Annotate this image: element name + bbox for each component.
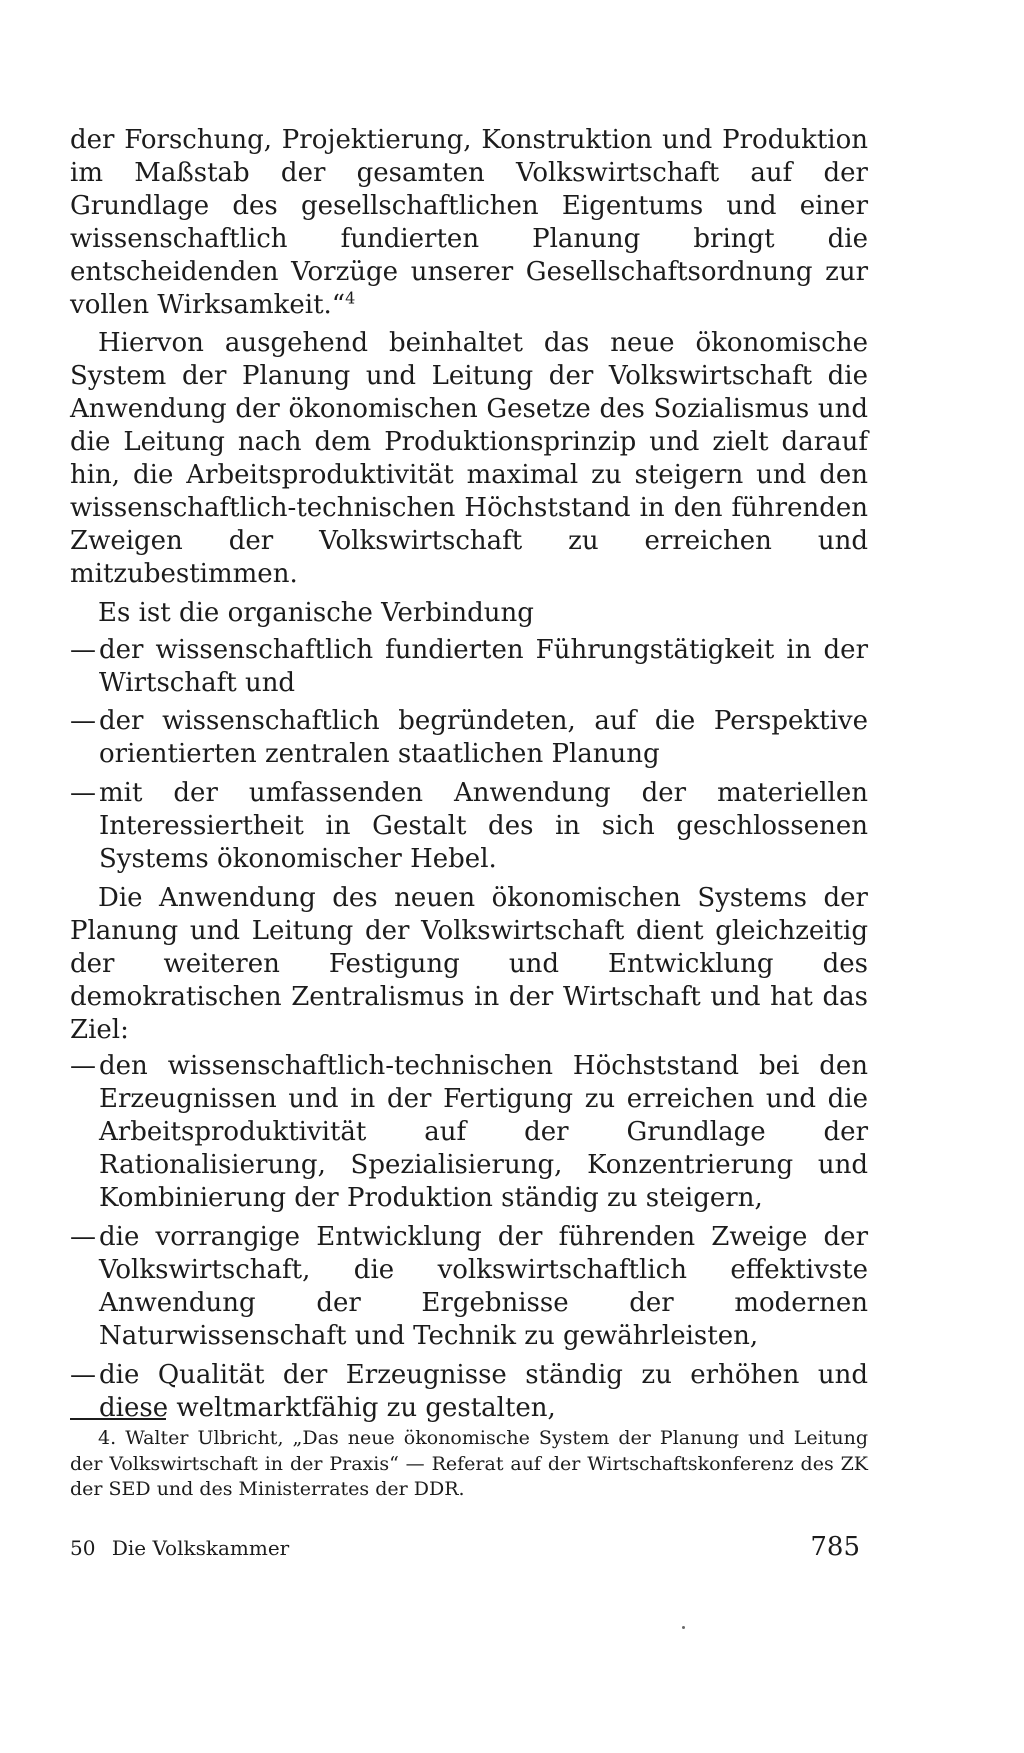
list-item-text: der wissenschaftlich fundierten Führungstätigkeit in der Wirtschaft und — [99, 634, 868, 698]
page-number: 785 — [810, 1532, 860, 1562]
paragraph-text: der Forschung, Projektierung, Konstruktion und Produktion im Maßstab der gesamten Volkswirtschaft auf der Grundlage des gesellschaftlichen Eigentums und einer wissenschaftlich fundierten Planung bringt die entscheidenden Vorzüge unserer Gesellschaftsordnung zur vollen Wirksamkeit.“ — [70, 125, 868, 320]
list-item — [70, 1359, 868, 1425]
paragraph: Es ist die organische Verbindung — [98, 597, 534, 628]
list-item-text: den wissenschaftlich-technischen Höchststand bei den Erzeugnissen und in der Fertigung zu erreichen und die Arbeitsproduktivität auf der Grundlage der Rationalisierung, Spezialisierung, Konzentrierung und Kombinierung der Produktion ständig zu steigern, — [99, 1051, 868, 1214]
paper-speck — [682, 1626, 685, 1629]
dash-marker: — — [70, 1359, 96, 1390]
paragraph-quote-continuation — [70, 124, 868, 321]
running-title: Die Volkskammer — [111, 1536, 290, 1560]
dash-marker: — — [70, 634, 96, 665]
footnote-divider — [70, 1418, 166, 1420]
list-item — [70, 777, 868, 876]
paragraph: Die Anwendung des neuen ökonomischen Systems der Planung und Leitung der Volkswirtschaft dient gleichzeitig der weiteren Festigung und Entwicklung des demokratischen Zentralismus in der Wirtschaft und hat das Ziel: — [70, 882, 868, 1045]
dash-list-goals — [70, 1050, 868, 1424]
main-text — [70, 124, 868, 1424]
dash-list-connection — [70, 634, 868, 876]
paragraph: Hiervon ausgehend beinhaltet das neue ökonomische System der Planung und Leitung der Volkswirtschaft die Anwendung der ökonomischen Gesetze des Sozialismus und die Leitung nach dem Produktionsprinzip und zielt darauf hin, die Arbeitsproduktivität maximal zu steigern und den wissenschaftlich-technischen Höchststand in den führenden Zweigen der Volkswirtschaft zu erreichen und mitzubestimmen. — [70, 328, 868, 589]
list-item-text: die Qualität der Erzeugnisse ständig zu erhöhen und diese weltmarktfähig zu gestalten, — [99, 1359, 868, 1423]
list-item-text: mit der umfassenden Anwendung der materiellen Interessiertheit in Gestalt des in sich geschlossenen Systems ökonomischer Hebel. — [99, 778, 868, 875]
list-item — [70, 634, 868, 700]
dash-marker: — — [70, 1222, 96, 1252]
list-item — [70, 1050, 868, 1215]
list-item-text: der wissenschaftlich begründeten, auf die Perspektive orientierten zentralen staatlichen Planung — [99, 706, 868, 770]
list-item — [70, 1221, 868, 1353]
footnote-text: 4. Walter Ulbricht, „Das neue ökonomische System der Planung und Leitung der Volkswirtschaft in der Praxis“ — Referat auf der Wirtschaftskonferenz des ZK der SED und des Ministerrates der DDR. — [70, 1427, 868, 1501]
footnote-reference: 4 — [345, 287, 356, 307]
dash-marker: — — [70, 778, 96, 809]
list-item — [70, 705, 868, 771]
list-item-text: die vorrangige Entwicklung der führenden Zweige der Volkswirtschaft, die volkswirtschaftlich effektivste Anwendung der Ergebnisse der modernen Naturwissenschaft und Technik zu gewährleisten, — [99, 1222, 868, 1351]
dash-marker: — — [70, 706, 96, 737]
page-footer — [70, 1536, 289, 1560]
dash-marker: — — [70, 1051, 96, 1082]
sheet-signature: 50 — [70, 1536, 96, 1560]
